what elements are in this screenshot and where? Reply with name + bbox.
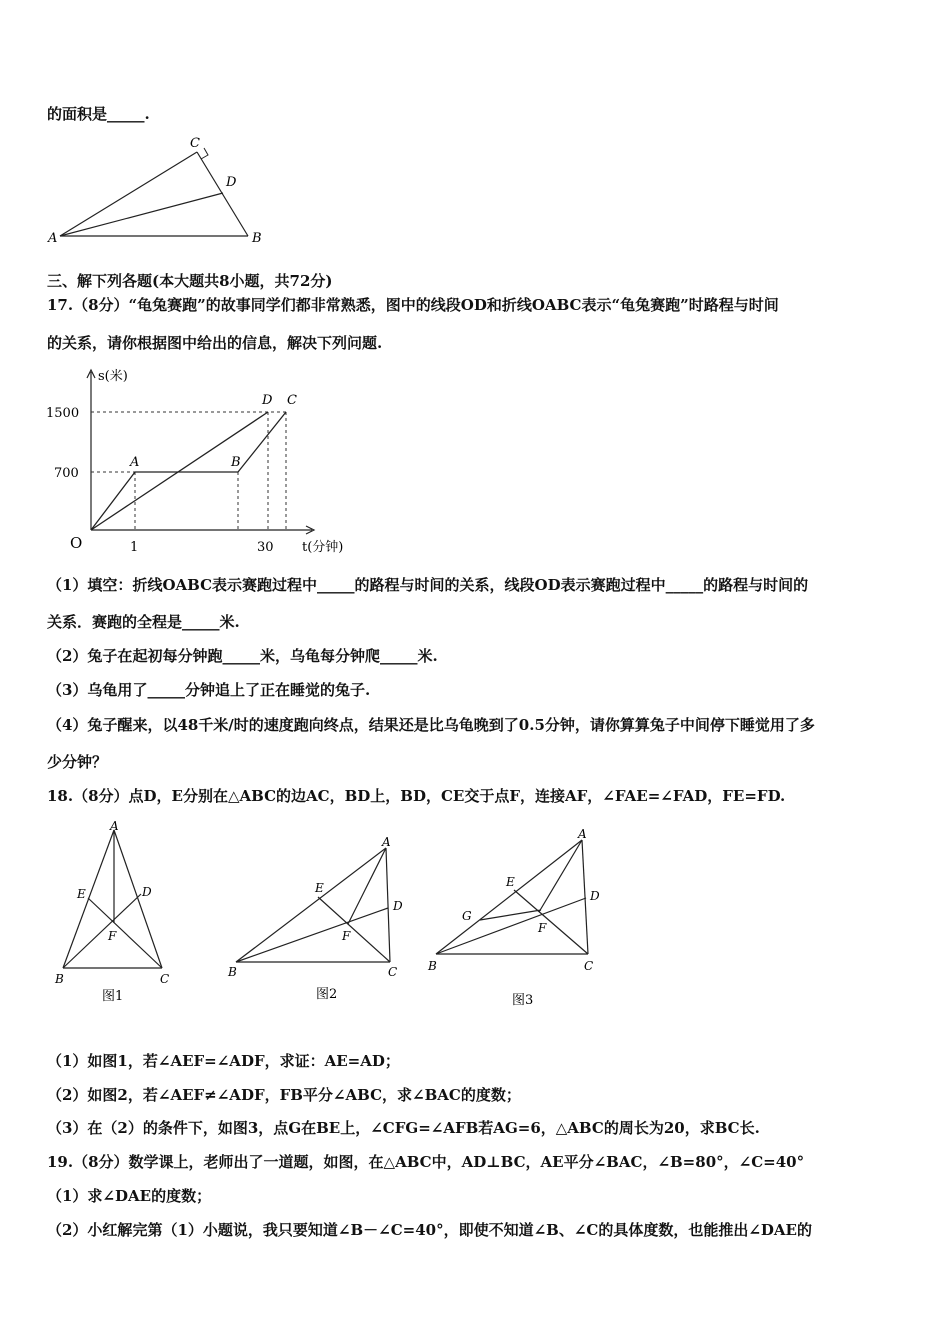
text-line: 少分钟？ [47, 753, 108, 771]
label-c: C [190, 136, 200, 151]
text-line: 的关系，请你根据图中给出的信息，解决下列问题. [47, 334, 383, 352]
text-line: （1）如图1，若∠AEF=∠ADF，求证：AE=AD； [47, 1052, 400, 1070]
label-a: A [48, 231, 58, 246]
label-g: G [462, 909, 472, 923]
label-b: B [252, 231, 262, 246]
label-b: B [228, 965, 237, 979]
segment-ad [60, 193, 223, 236]
figure-1 [50, 818, 190, 1008]
x-tick-30: 30 [257, 540, 274, 555]
text-line: （2）小红解完第（1）小题说，我只要知道∠B－∠C=40°，即使不知道∠B、∠C的具体度数，也能推出∠DAE的 [47, 1221, 812, 1239]
line-od [91, 412, 268, 530]
label-c: C [584, 959, 594, 973]
label-f: F [342, 929, 351, 943]
text-line: 18.（8分）点D，E分别在△ABC的边AC，BD上，BD，CE交于点F，连接AF，∠FAE=∠FAD，FE=FD. [47, 787, 786, 805]
label-c: C [388, 965, 398, 979]
figure-2-caption: 图2 [316, 987, 338, 1002]
x-axis-label: t(分钟) [302, 540, 344, 555]
text-line: （3）在（2）的条件下，如图3，点G在BE上，∠CFG=∠AFB若AG=6，△ABC的周长为20，求BC长. [47, 1119, 760, 1137]
label-e: E [506, 875, 515, 889]
text-line: （1）填空：折线OABC表示赛跑过程中_____的路程与时间的关系，线段OD表示赛跑过程中_____的路程与时间的 [47, 576, 809, 594]
label-d: D [142, 885, 152, 899]
label-f: F [538, 921, 547, 935]
text-line: 的面积是_____. [47, 105, 150, 123]
label-d: D [393, 899, 403, 913]
y-tick-700: 700 [54, 466, 79, 481]
label-a: A [110, 819, 119, 833]
y-axis-label: s(米) [98, 369, 128, 384]
text-line: 19.（8分）数学课上，老师出了一道题，如图，在△ABC中，AD⊥BC，AE平分∠BAC，∠B=80°，∠C=40° [47, 1153, 805, 1171]
text-line: （2）兔子在起初每分钟跑_____米，乌龟每分钟爬_____米. [47, 647, 438, 665]
point-c-label: C [287, 393, 297, 408]
text-line: 17.（8分）“龟兔赛跑”的故事同学们都非常熟悉，图中的线段OD和折线OABC表示“龟兔赛跑”时路程与时间 [47, 296, 779, 314]
figure-3-caption: 图3 [512, 993, 534, 1008]
triangle-figure-abc [40, 130, 280, 250]
label-e: E [77, 887, 86, 901]
point-a-label: A [130, 455, 140, 470]
right-angle-mark [201, 148, 208, 159]
label-b: B [55, 972, 64, 986]
label-f: F [108, 929, 117, 943]
segment-cb [197, 152, 248, 236]
text-line: 关系．赛跑的全程是_____米. [47, 613, 240, 631]
segment-ac [60, 152, 197, 236]
label-d: D [226, 175, 237, 190]
line-oabc [91, 412, 286, 530]
label-d: D [590, 889, 600, 903]
text-line: （2）如图2，若∠AEF≠∠ADF，FB平分∠ABC，求∠BAC的度数； [47, 1086, 521, 1104]
text-line: （1）求∠DAE的度数； [47, 1187, 212, 1205]
label-b: B [428, 959, 437, 973]
label-c: C [160, 972, 170, 986]
x-tick-1: 1 [130, 540, 139, 555]
figure-1-caption: 图1 [102, 989, 124, 1004]
figure-2 [220, 828, 420, 1008]
section-heading: 三、解下列各题(本大题共8小题，共72分) [47, 272, 333, 290]
point-d-label: D [262, 393, 273, 408]
label-a: A [578, 827, 587, 841]
distance-time-graph [40, 360, 370, 565]
text-line: （3）乌龟用了_____分钟追上了正在睡觉的兔子. [47, 681, 371, 699]
point-b-label: B [231, 455, 241, 470]
label-e: E [315, 881, 324, 895]
text-line: （4）兔子醒来，以48千米/时的速度跑向终点，结果还是比乌龟晚到了0.5分钟，请你算算兔子中间停下睡觉用了多 [47, 716, 815, 734]
figure-3 [420, 818, 620, 1008]
origin-label: O [70, 534, 83, 552]
y-tick-1500: 1500 [46, 406, 80, 421]
label-a: A [382, 835, 391, 849]
